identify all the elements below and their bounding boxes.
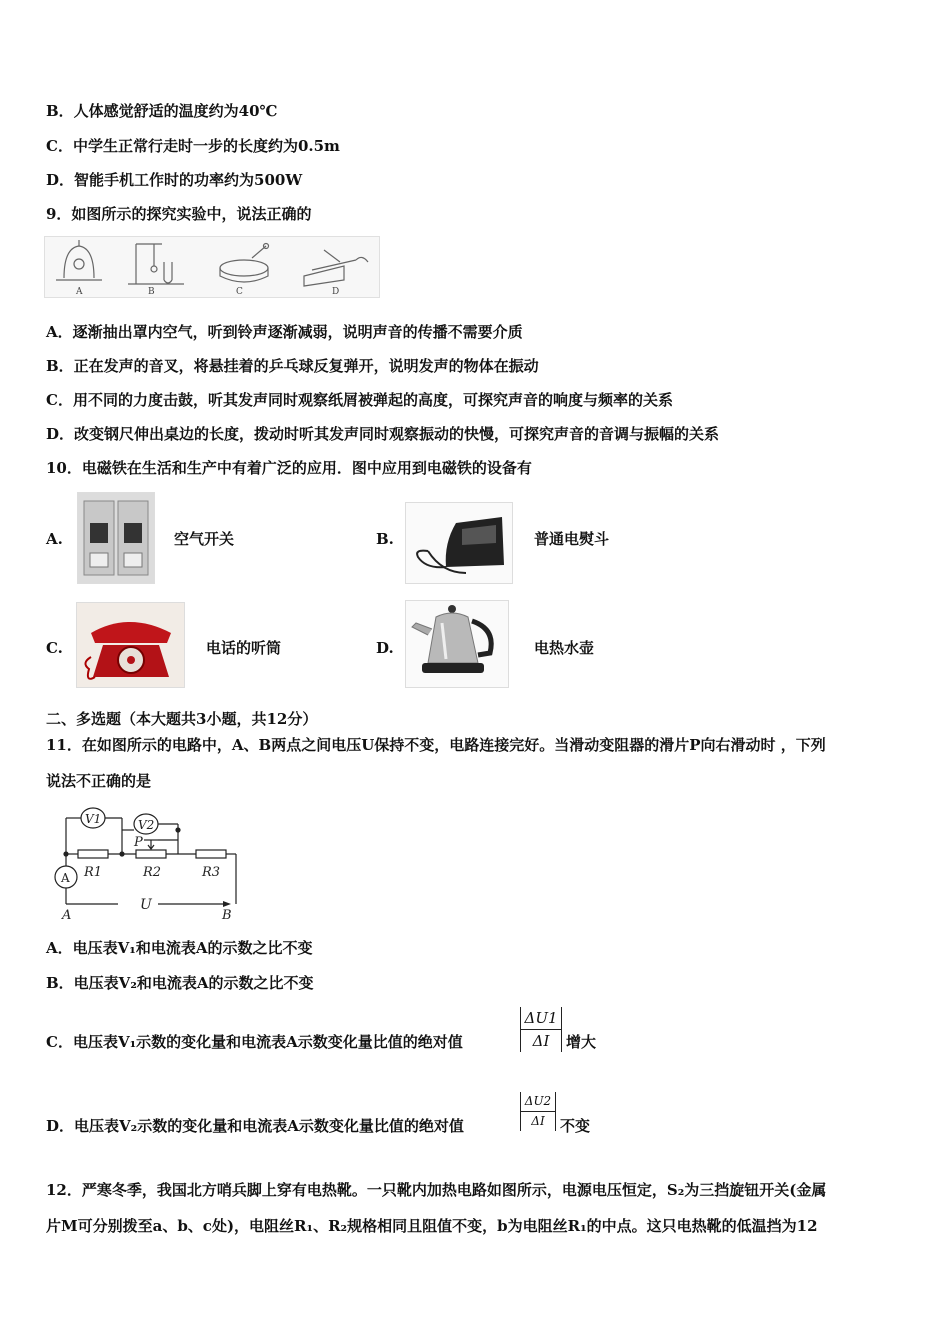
fraction-du2-di <box>520 1092 556 1131</box>
fraction-du1-di <box>520 1007 562 1052</box>
q10-option-d-label: D. <box>376 639 394 657</box>
r1-label: R1 <box>84 865 103 880</box>
r3-label: R3 <box>202 865 221 880</box>
node-a-label: A <box>62 908 72 922</box>
q10-option-d-caption: 电热水壶 <box>534 639 595 657</box>
q12-stem-line1: 12．严寒冬季，我国北方哨兵脚上穿有电热靴。一只靴内加热电路如图所示，电源电压恒定，S₂为三挡旋钮开关(金属 <box>46 1181 827 1199</box>
q9-figure <box>44 236 380 298</box>
q8-option-d: D．智能手机工作时的功率约为500W <box>46 171 303 189</box>
circuit-breaker-image <box>77 492 155 584</box>
q11-stem-line1: 11．在如图所示的电路中，A、B两点之间电压U保持不变，电路连接完好。当滑动变阻器的滑片P向右滑动时 ，下列 <box>46 736 826 754</box>
q8-option-c: C．中学生正常行走时一步的长度约为0.5m <box>46 137 340 155</box>
q10-option-a-caption: 空气开关 <box>174 530 235 548</box>
q11-stem-line2: 说法不正确的是 <box>46 772 152 790</box>
q11-option-d: D．电压表V₂示数的变化量和电流表A示数变化量比值的绝对值 <box>46 1117 464 1135</box>
q11-option-a: A．电压表V₁和电流表A的示数之比不变 <box>46 939 313 957</box>
q11-option-c-tail: 增大 <box>566 1033 597 1051</box>
q11-circuit-diagram <box>48 804 244 922</box>
fig9-label-a: A <box>76 287 83 297</box>
red-telephone-image <box>76 602 185 688</box>
q10-stem: 10．电磁铁在生活和生产中有着广泛的应用．图中应用到电磁铁的设备有 <box>46 459 532 477</box>
q9-option-c: C．用不同的力度击鼓，听其发声同时观察纸屑被弹起的高度，可探究声音的响度与频率的关系 <box>46 391 673 409</box>
fig9-label-d: D <box>332 287 340 297</box>
q9-option-a: A．逐渐抽出罩内空气，听到铃声逐渐减弱，说明声音的传播不需要介质 <box>46 323 523 341</box>
fraction-denominator: ΔI <box>532 1032 550 1050</box>
section-2-heading: 二、多选题（本大题共3小题，共12分） <box>46 710 318 728</box>
q10-option-c-caption: 电话的听筒 <box>206 639 282 657</box>
voltmeter-v1-label: V1 <box>85 812 102 826</box>
q8-option-b: B．人体感觉舒适的温度约为40℃ <box>46 102 278 120</box>
fraction-numerator: ΔU2 <box>521 1092 555 1112</box>
q12-stem-line2: 片M可分别拨至a、b、c处)，电阻丝R₁、R₂规格相同且阻值不变，b为电阻丝R₁的中点。这只电热靴的低温挡为12 <box>46 1217 818 1235</box>
slider-p-label: P <box>134 835 143 850</box>
electric-iron-image <box>405 502 513 584</box>
q9-stem: 9．如图所示的探究实验中，说法正确的 <box>46 205 312 223</box>
q10-option-b-caption: 普通电熨斗 <box>534 530 610 548</box>
ammeter-label: A <box>61 871 70 885</box>
q9-option-b: B．正在发声的音叉，将悬挂着的乒乓球反复弹开，说明发声的物体在振动 <box>46 357 539 375</box>
voltage-u-label: U <box>140 897 152 913</box>
electric-kettle-image <box>405 600 509 688</box>
q11-option-d-tail: 不变 <box>560 1117 591 1135</box>
node-b-label: B <box>222 908 232 922</box>
q10-option-c-label: C. <box>46 639 63 657</box>
voltmeter-v2-label: V2 <box>138 818 155 832</box>
fig9-label-c: C <box>236 287 243 297</box>
fraction-denominator: ΔI <box>531 1114 545 1128</box>
fig9-label-b: B <box>148 287 155 297</box>
q11-option-c: C．电压表V₁示数的变化量和电流表A示数变化量比值的绝对值 <box>46 1033 463 1051</box>
q9-option-d: D．改变钢尺伸出桌边的长度，拨动时听其发声同时观察振动的快慢，可探究声音的音调与振幅的关系 <box>46 425 720 443</box>
q10-option-b-label: B. <box>376 530 394 548</box>
q11-option-b: B．电压表V₂和电流表A的示数之比不变 <box>46 974 314 992</box>
q10-option-a-label: A. <box>46 530 63 548</box>
fraction-numerator: ΔU1 <box>521 1007 561 1030</box>
r2-label: R2 <box>143 865 162 880</box>
